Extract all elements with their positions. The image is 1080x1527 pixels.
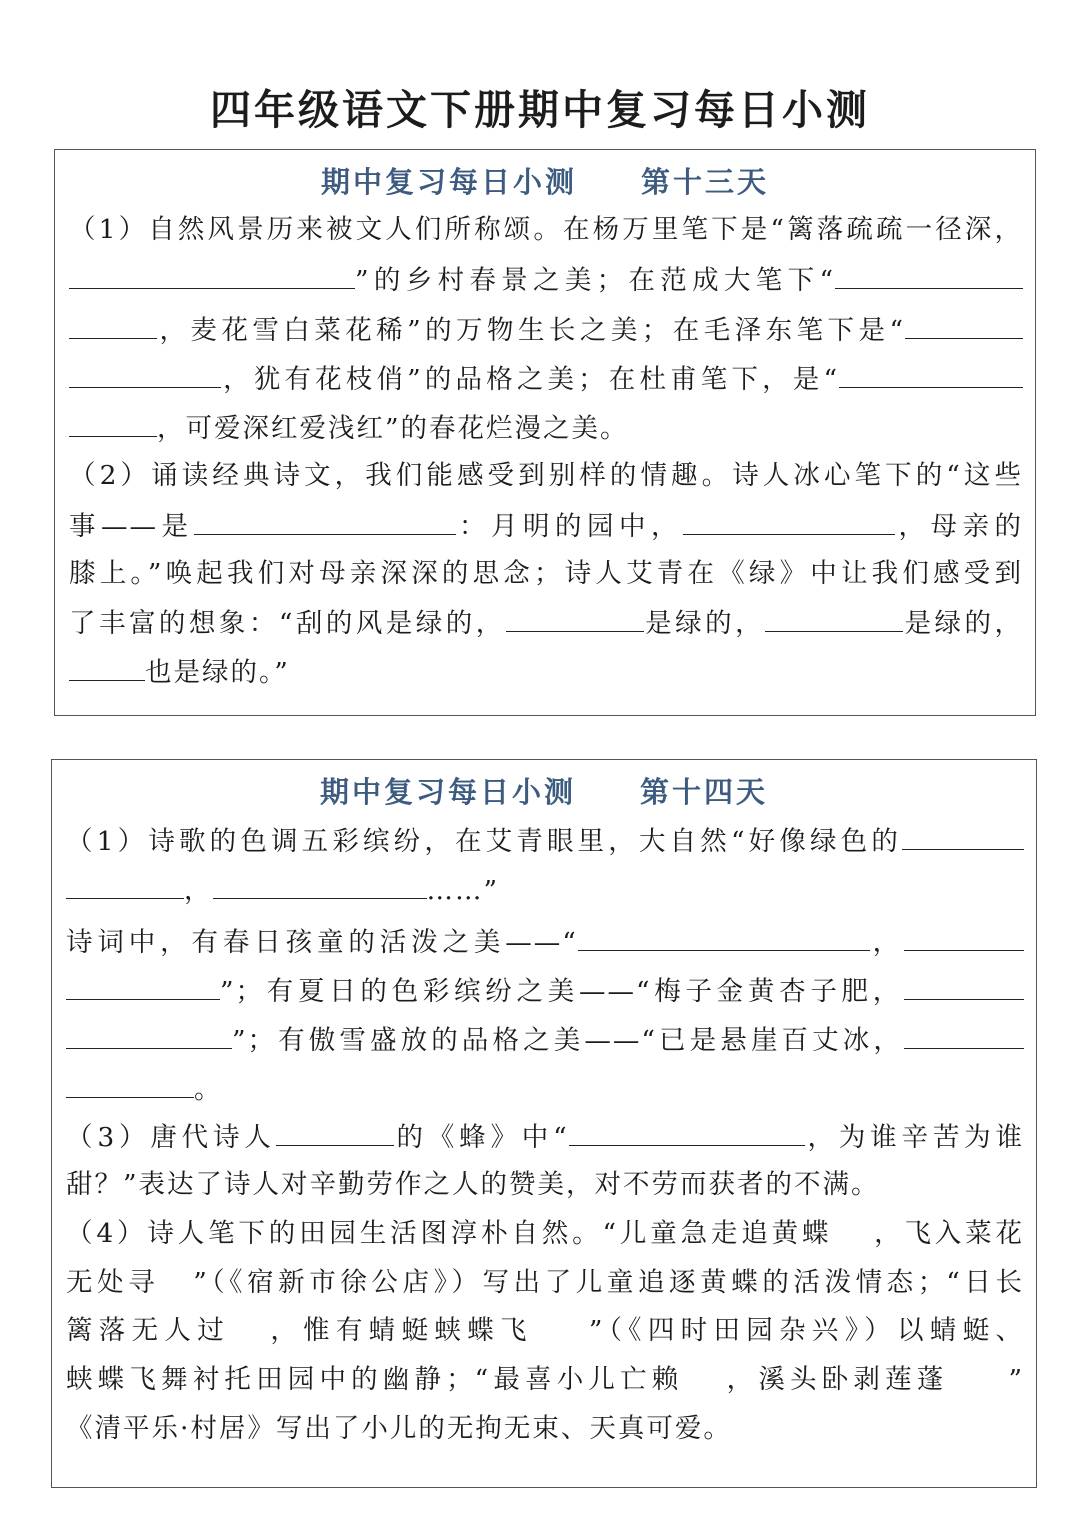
answer-blank[interactable] — [66, 1070, 194, 1098]
answer-blank[interactable] — [66, 972, 220, 1000]
answer-blank[interactable] — [835, 261, 1023, 289]
answer-blank[interactable] — [683, 507, 895, 535]
answer-blank[interactable] — [904, 972, 1024, 1000]
question-line: 诗词中，有春日孩童的活泼之美——“ ， — [66, 923, 1024, 961]
card-title: 期中复习每日小测 第十三天 — [320, 165, 769, 199]
answer-blank[interactable] — [904, 1021, 1024, 1049]
answer-blank[interactable] — [194, 507, 456, 535]
quiz-card-day-14 — [51, 759, 1037, 1488]
card-title: 期中复习每日小测 第十四天 — [319, 775, 768, 809]
question-line: 。 — [66, 1070, 1024, 1108]
question-line: ”；有傲雪盛放的品格之美——“已是悬崖百丈冰， — [66, 1021, 1024, 1059]
answer-blank[interactable] — [765, 604, 903, 632]
answer-blank[interactable] — [69, 360, 221, 388]
answer-blank[interactable] — [902, 822, 1024, 850]
answer-blank[interactable] — [66, 871, 184, 899]
question-line: 蛱蝶飞舞衬托田园中的幽静；“最喜小儿亡赖 ，溪头卧剥莲蓬 ” — [66, 1364, 1024, 1395]
answer-blank[interactable] — [69, 311, 157, 339]
answer-blank[interactable] — [578, 923, 870, 951]
answer-blank[interactable] — [276, 1118, 394, 1146]
answer-blank[interactable] — [839, 360, 1023, 388]
answer-blank[interactable] — [506, 604, 644, 632]
question-line: ，可爱深红爱浅红”的春花烂漫之美。 — [69, 409, 1023, 447]
answer-blank[interactable] — [69, 409, 157, 437]
question-line: ”的乡村春景之美；在范成大笔下“ — [69, 261, 1023, 299]
question-line: ，犹有花枝俏”的品格之美；在杜甫笔下，是“ — [69, 360, 1023, 398]
quiz-card-day-13 — [54, 149, 1036, 716]
question-line: 膝上。”唤起我们对母亲深深的思念；诗人艾青在《绿》中让我们感受到 — [69, 558, 1023, 589]
question-line: 事——是 ：月明的园中， ，母亲的 — [69, 507, 1023, 545]
question-line: （1）诗歌的色调五彩缤纷，在艾青眼里，大自然“好像绿色的 — [66, 822, 1024, 860]
answer-blank[interactable] — [904, 923, 1024, 951]
answer-blank[interactable] — [69, 653, 145, 681]
answer-blank[interactable] — [905, 311, 1023, 339]
question-line: 无处寻 ”（《宿新市徐公店》）写出了儿童追逐黄蝶的活泼情态；“日长 — [66, 1267, 1024, 1298]
question-line: ， ……” — [66, 871, 1024, 909]
question-line: （4）诗人笔下的田园生活图淳朴自然。“儿童急走追黄蝶 ，飞入菜花 — [66, 1218, 1024, 1249]
question-line: ”；有夏日的色彩缤纷之美——“梅子金黄杏子肥， — [66, 972, 1024, 1010]
answer-blank[interactable] — [69, 261, 355, 289]
page-title: 四年级语文下册期中复习每日小测 — [210, 86, 870, 134]
answer-blank[interactable] — [213, 871, 427, 899]
answer-blank[interactable] — [569, 1118, 805, 1146]
question-line: 甜？”表达了诗人对辛勤劳作之人的赞美，对不劳而获者的不满。 — [66, 1169, 880, 1200]
question-line: 篱落无人过 ，惟有蜻蜓蛱蝶飞 ”（《四时田园杂兴》）以蜻蜓、 — [66, 1315, 1025, 1346]
question-line: 也是绿的。” — [69, 653, 1023, 691]
question-line: 了丰富的想象：“刮的风是绿的， 是绿的， 是绿的， — [69, 604, 1023, 642]
question-line: （2）诵读经典诗文，我们能感受到别样的情趣。诗人冰心笔下的“这些 — [69, 460, 1023, 491]
question-line: （1）自然风景历来被文人们所称颂。在杨万里笔下是“篱落疏疏一径深， — [69, 214, 1023, 245]
answer-blank[interactable] — [66, 1021, 232, 1049]
question-line: （3）唐代诗人 的《蜂》中“ ，为谁辛苦为谁 — [66, 1118, 1024, 1156]
question-line: 《清平乐·村居》写出了小儿的无拘无束、天真可爱。 — [66, 1413, 732, 1444]
question-line: ，麦花雪白菜花稀”的万物生长之美；在毛泽东笔下是“ — [69, 311, 1023, 349]
